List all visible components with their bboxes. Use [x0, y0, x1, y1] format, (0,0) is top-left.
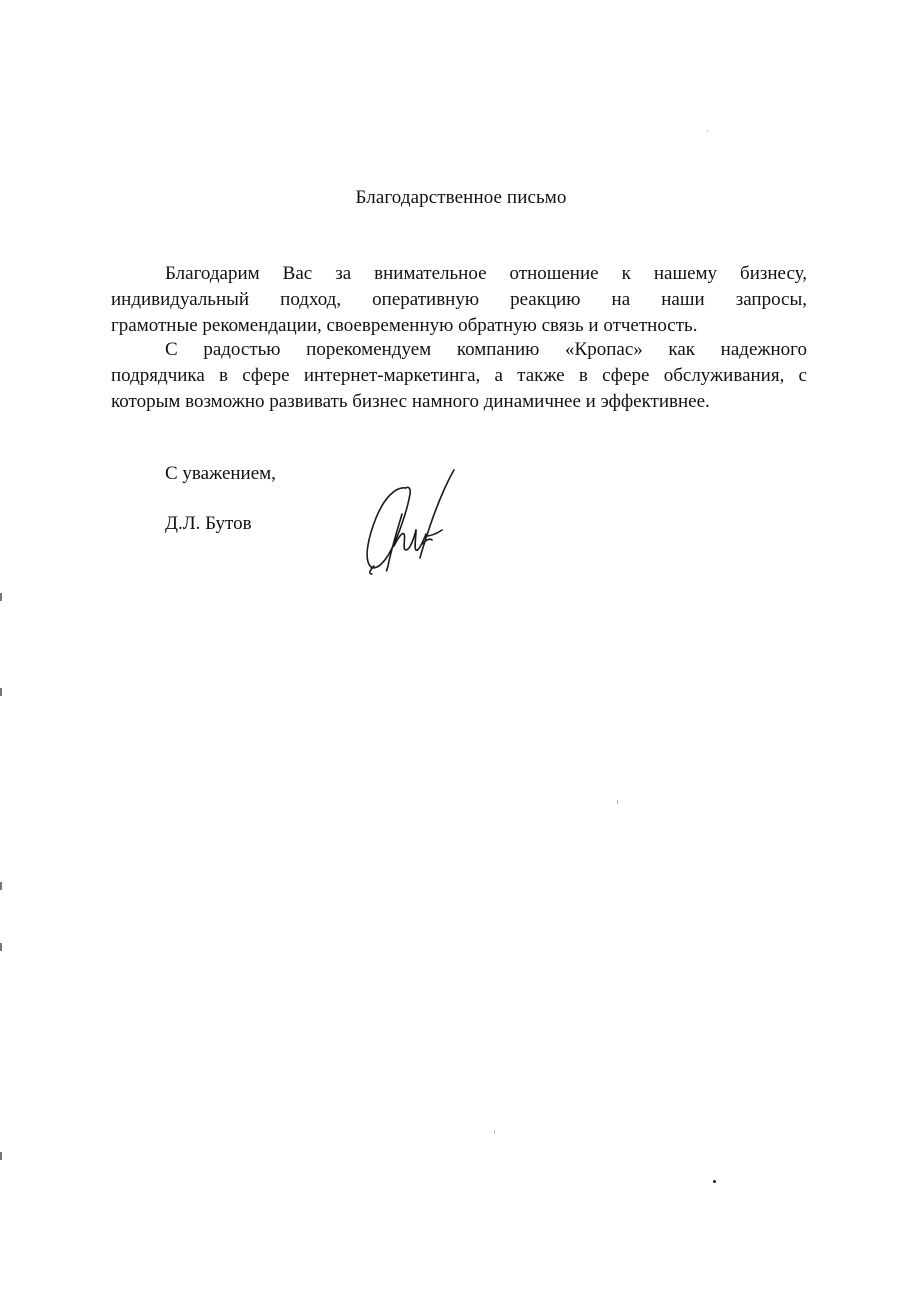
closing-phrase: С уважением,	[165, 463, 276, 484]
scan-edge-mark	[0, 688, 2, 696]
scan-speck	[707, 130, 708, 132]
paragraph-line: подрядчика в сфере интернет-маркетинга, а также в сфере обслуживания, с	[111, 365, 807, 386]
paragraph-line: грамотные рекомендации, своевременную обратную связь и отчетность.	[111, 315, 698, 336]
letter-title: Благодарственное письмо	[355, 187, 567, 208]
scan-edge-mark	[0, 593, 2, 601]
paragraph-line: которым возможно развивать бизнес намного динамичнее и эффективнее.	[111, 391, 710, 412]
handwritten-signature	[356, 466, 466, 578]
paragraph-line: Благодарим Вас за внимательное отношение к нашему бизнесу,	[165, 263, 807, 284]
paragraph-gratitude	[111, 261, 807, 339]
scan-edge-mark	[0, 943, 2, 951]
scan-edge-mark	[0, 882, 2, 890]
paragraph-recommendation	[111, 337, 807, 415]
signer-name: Д.Л. Бутов	[165, 513, 252, 534]
paragraph-line: С радостью порекомендуем компанию «Кропас» как надежного	[165, 339, 807, 360]
scan-speck	[713, 1180, 716, 1183]
paragraph-line: индивидуальный подход, оперативную реакцию на наши запросы,	[111, 289, 807, 310]
scan-speck	[617, 800, 618, 804]
scan-edge-mark	[0, 1152, 2, 1160]
scan-speck	[494, 1130, 495, 1134]
